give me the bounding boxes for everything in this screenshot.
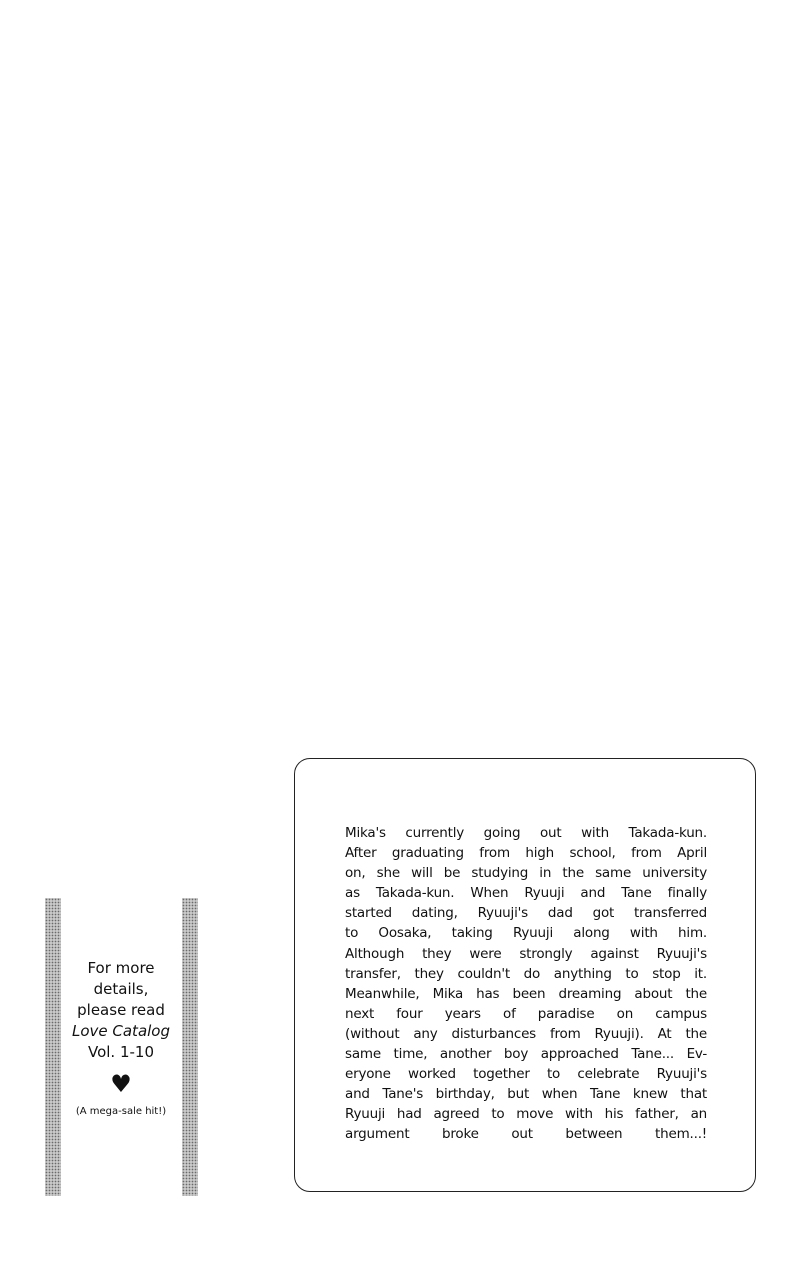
summary-line: Although they were strongly against Ryuuji's	[345, 945, 707, 962]
volume-range: Vol. 1-10	[87, 1043, 155, 1061]
summary-line: Meanwhile, Mika has been dreaming about the	[345, 985, 707, 1002]
summary-line: and Tane's birthday, but when Tane knew that	[345, 1086, 707, 1103]
side-note-line: please read	[77, 1001, 165, 1019]
heart-icon: ♥	[110, 1070, 132, 1098]
summary-line: to Oosaka, taking Ryuuji along with him.	[345, 925, 707, 942]
summary-line: on, she will be studying in the same university	[345, 865, 707, 882]
side-note-line: For more	[87, 959, 155, 977]
side-note	[64, 958, 178, 1119]
summary-text	[345, 823, 707, 1145]
screentone-bar-left	[45, 898, 61, 1196]
side-note-line: details,	[93, 980, 149, 998]
summary-line: started dating, Ryuuji's dad got transferred	[345, 905, 707, 922]
summary-line: eryone worked together to celebrate Ryuuji's	[345, 1066, 707, 1083]
summary-line: as Takada-kun. When Ryuuji and Tane finally	[345, 885, 707, 902]
summary-line: After graduating from high school, from April	[345, 845, 707, 862]
summary-line: Ryuuji had agreed to move with his father, an	[345, 1106, 707, 1123]
book-title: Love Catalog	[71, 1022, 170, 1040]
summary-line: transfer, they couldn't do anything to stop it.	[345, 965, 707, 982]
summary-line: next four years of paradise on campus	[345, 1005, 707, 1022]
summary-line: (without any disturbances from Ryuuji). At the	[345, 1025, 707, 1042]
summary-line: Mika's currently going out with Takada-kun.	[345, 825, 707, 841]
summary-box	[294, 758, 756, 1192]
summary-line: same time, another boy approached Tane... Ev-	[345, 1046, 707, 1063]
tagline: (A mega-sale hit!)	[75, 1106, 167, 1117]
summary-line: argument broke out between them...!	[345, 1126, 707, 1143]
screentone-bar-right	[182, 898, 198, 1196]
